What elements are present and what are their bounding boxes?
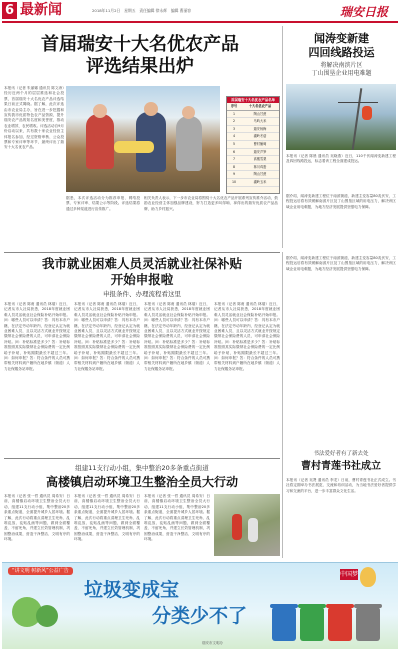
table-cell-no: 2 — [232, 119, 236, 124]
table-cell-no: 8 — [232, 164, 236, 169]
table-cell-no: 6 — [232, 149, 236, 154]
table-cell-no: 1 — [232, 111, 236, 116]
table-cell-no: 3 — [232, 126, 236, 131]
masthead-logo: 瑞安日报 — [340, 5, 389, 19]
table-row — [227, 179, 279, 187]
other-bin-gray — [356, 607, 380, 641]
table-cell-no: 7 — [232, 157, 236, 162]
story3-body-col4: 本报讯（记者 陈甫 通讯员 林瑞）近日，记者从市人社局获悉，2018年度就业困难人员灵活就业社会保险补贴开始申报。问：哪些人员可以申请？答：具有本市户籍，在法定劳动年龄内，经登记认定为就业困难人员，且以灵活方式就业并按规定缴纳社会保险费的人员，可申请社会保险补贴。问：补贴标准是多少？答：补贴标准按照其实际缴纳社会保险费的一定比例给予补贴，补贴期限最长不超过三年。问：如何申报？答：符合条件的人员可携带相关材料到户籍所在地乡镇（街道）人力社保服务站申报。 — [214, 302, 280, 371]
table-cell-product: 曹村葡萄 — [253, 141, 267, 146]
story4-kicker: 组建11支行动小组，集中整治20多条重点街道 — [75, 464, 209, 472]
table-cell-product: 瑞安杨梅 — [253, 126, 267, 131]
table-cell-product: 陶山甘蔗 — [253, 172, 267, 177]
hazardous-bin-red — [328, 607, 352, 641]
table-row — [227, 164, 279, 172]
story4-body-col2: 本报讯（记者 张一哲 通讯员 周希安）日前，高楼镇启动环境卫生整治全员大行动，组建11支行动小组，集中整治20多条重点街道，全面提升城乡人居环境。据了解，此次行动将重点清理卫生死角、乱堆乱放、乱贴乱画等问题，做到全面覆盖、不留死角，并建立长效管理机制，巩固整治成果，营造干净整洁、文明有序的环境。 — [74, 494, 140, 542]
story1-table-header-no: 序号 — [230, 104, 238, 108]
balloon-icon — [360, 567, 376, 587]
story2-continued: 据介绍，闻涛变新建工程位于南滨街道，新建主变容量80兆伏安，工程投运后将有效缓解南滨片区及丁山围垦区域的用电压力，解决该区域企业用电难题，为地方经济发展提供坚强电力保障。 — [286, 256, 396, 271]
table-cell-no: 10 — [231, 179, 237, 184]
table-row — [227, 171, 279, 179]
story1-table — [226, 96, 280, 194]
tree-icon-2 — [36, 605, 58, 627]
table-cell-no: 9 — [232, 172, 236, 177]
banner-stamp: 中国梦 — [340, 571, 359, 578]
story1-headline: 首届瑞安十大名优农产品 评选结果出炉 — [41, 34, 239, 77]
story3-body-col1: 本报讯（记者 陈甫 通讯员 林瑞）近日，记者从市人社局获悉，2018年度就业困难人员灵活就业社会保险补贴开始申报。问：哪些人员可以申请？答：具有本市户籍，在法定劳动年龄内，经登记认定为就业困难人员，且以灵活方式就业并按规定缴纳社会保险费的人员，可申请社会保险补贴。问：补贴标准是多少？答：补贴标准按照其实际缴纳社会保险费的一定比例给予补贴，补贴期限最长不超过三年。问：如何申报？答：符合条件的人员可携带相关材料到户籍所在地乡镇（街道）人力社保服务站申报。 — [4, 302, 70, 371]
table-cell-product: 林川鸡蛋 — [253, 164, 267, 169]
recycle-bin-blue — [272, 607, 296, 641]
story5-body: 本报讯（记者 吴贤 通讯员 李龙）日前，曹村青莲书社正式成立。书社将定期举办书法展览、交流和培训活动，为当地书法爱好者提供学习和交流的平台，进一步丰富群众文化生活。 — [286, 478, 396, 493]
story1-table-header-name: 十大名优农产品 — [248, 104, 272, 108]
story4-photo — [214, 494, 280, 556]
table-cell-no: 4 — [232, 134, 236, 139]
table-row — [227, 126, 279, 134]
story3-body-col3: 本报讯（记者 陈甫 通讯员 林瑞）近日，记者从市人社局获悉，2018年度就业困难人员灵活就业社会保险补贴开始申报。问：哪些人员可以申请？答：具有本市户籍，在法定劳动年龄内，经登记认定为就业困难人员，且以灵活方式就业并按规定缴纳社会保险费的人员，可申请社会保险补贴。问：补贴标准是多少？答：补贴标准按照其实际缴纳社会保险费的一定比例给予补贴，补贴期限最长不超过三年。问：如何申报？答：符合条件的人员可携带相关材料到户籍所在地乡镇（街道）人力社保服务站申报。 — [144, 302, 210, 371]
story1-body-mid: 据悉，本次评选活动分为推荐申报、网络投票、专家评审、结果公示等阶段。评选结果将通过多种渠道进行宣传推广。 — [66, 196, 140, 211]
story2-headline: 闻涛变新建 四回线路投运 — [308, 32, 375, 59]
table-cell-product: 瑞安芦笋 — [253, 149, 267, 154]
header-rule — [2, 21, 398, 23]
story4-body-col3: 本报讯（记者 张一哲 通讯员 周希安）日前，高楼镇启动环境卫生整治全员大行动，组建11支行动小组，集中整治20多条重点街道，全面提升城乡人居环境。据了解，此次行动将重点清理卫生死角、乱堆乱放、乱贴乱画等问题，做到全面覆盖、不留死角，并建立长效管理机制，巩固整治成果，营造干净整洁、文明有序的环境。 — [144, 494, 210, 542]
table-row — [227, 156, 279, 164]
story5-kicker: 书法爱好者有了新去处 — [313, 451, 369, 457]
page-number-badge: 6 — [2, 2, 17, 19]
column-divider-lower — [282, 252, 283, 558]
table-row — [227, 118, 279, 126]
story2-photo — [286, 84, 396, 150]
story2-body-b: 据介绍，闻涛变新建工程位于南滨街道，新建主变容量80兆伏安，工程投运后将有效缓解南滨片区及丁山围垦区域的用电压力，解决该区域企业用电难题，为地方经济发展提供坚强电力保障。 — [286, 194, 396, 209]
story1-body-left: 本报讯（记者 朱丽娜 通讯员 陈文涛）经历近两个月的层层推选和社会投票，首届瑞安十大名优农产品评选结果日前正式揭晓。据了解，此次评选由市农业局主办，旨在进一步挖掘和宣传我市优质特色农产品资源，提升瑞安农产品的知名度和美誉度，推动农业增效、农民增收。评选活动自9月份启动以来，共有数十家农业经营主体报名参加，经过资格审核、公众投票和专家评审等环节，最终评出了瑞安十大名优农产品。 — [4, 86, 64, 150]
story2-body-a: 本报讯（记者 陈晨 通讯员 吴晓燕）近日，110千伏闻涛变新建工程及四回线路投运，标志着该工程全面建成投运。 — [286, 154, 396, 164]
story3-subtitle: 申报条件、办理流程看这里 — [103, 290, 181, 298]
story1-table-title: 首届瑞安十大名优农产品名单 — [227, 97, 279, 103]
table-cell-product: 马屿大米 — [253, 119, 267, 124]
table-cell-product: 高楼雪梨 — [253, 157, 267, 162]
banner-credit: 瑞安市文明办 — [202, 641, 223, 645]
story4-headline: 高楼镇启动环境卫生整治全员大行动 — [45, 475, 238, 489]
banner-tag: “讲文明 树新风”公益广告 — [8, 567, 73, 575]
table-row — [227, 141, 279, 149]
date-line: 2018年11月2日 星期五 责任编辑 徐永辉 编辑 曹丽容 — [92, 8, 192, 13]
table-cell-product: 湖岭玉米 — [253, 179, 267, 184]
section-name: 最新闻 — [20, 2, 62, 18]
column-divider — [282, 26, 283, 248]
story3-rule — [4, 252, 280, 253]
story5-headline: 曹村青莲书社成立 — [301, 461, 381, 472]
table-cell-product: 湖岭冬菇 — [253, 134, 267, 139]
table-row — [227, 133, 279, 141]
public-service-banner — [2, 562, 398, 649]
story2-subtitle: 将解决南滨片区 丁山围垦企业用电难题 — [311, 62, 372, 77]
story1-photo — [66, 86, 220, 192]
table-cell-product: 陶山甘蔗 — [253, 111, 267, 116]
table-row — [227, 111, 279, 119]
story3-body-col2: 本报讯（记者 陈甫 通讯员 林瑞）近日，记者从市人社局获悉，2018年度就业困难人员灵活就业社会保险补贴开始申报。问：哪些人员可以申请？答：具有本市户籍，在法定劳动年龄内，经登记认定为就业困难人员，且以灵活方式就业并按规定缴纳社会保险费的人员，可申请社会保险补贴。问：补贴标准是多少？答：补贴标准按照其实际缴纳社会保险费的一定比例给予补贴，补贴期限最长不超过三年。问：如何申报？答：符合条件的人员可携带相关材料到户籍所在地乡镇（街道）人力社保服务站申报。 — [74, 302, 140, 371]
story4-rule — [4, 458, 280, 459]
kitchen-bin-green — [300, 607, 324, 641]
banner-headline-2: 分类少不了 — [152, 605, 248, 627]
banner-headline-1: 垃圾变成宝 — [84, 579, 180, 601]
table-cell-no: 5 — [232, 141, 236, 146]
story3-headline: 我市就业困难人员灵活就业社保补贴 开始申报啦 — [41, 256, 242, 287]
table-row — [227, 149, 279, 157]
story4-body-col1: 本报讯（记者 张一哲 通讯员 周希安）日前，高楼镇启动环境卫生整治全员大行动，组建11支行动小组，集中整治20多条重点街道，全面提升城乡人居环境。据了解，此次行动将重点清理卫生死角、乱堆乱放、乱贴乱画等问题，做到全面覆盖、不留死角，并建立长效管理机制，巩固整治成果，营造干净整洁、文明有序的环境。 — [4, 494, 70, 542]
story1-body-right: 相关负责人表示，下一步市农业局将围绕十大名优农产品开展系列宣传推介活动，鼓励农业经营主体加强品牌建设，努力打造更多叫得响、拿得出的瑞安优质农产品品牌，助力乡村振兴。 — [144, 196, 278, 211]
